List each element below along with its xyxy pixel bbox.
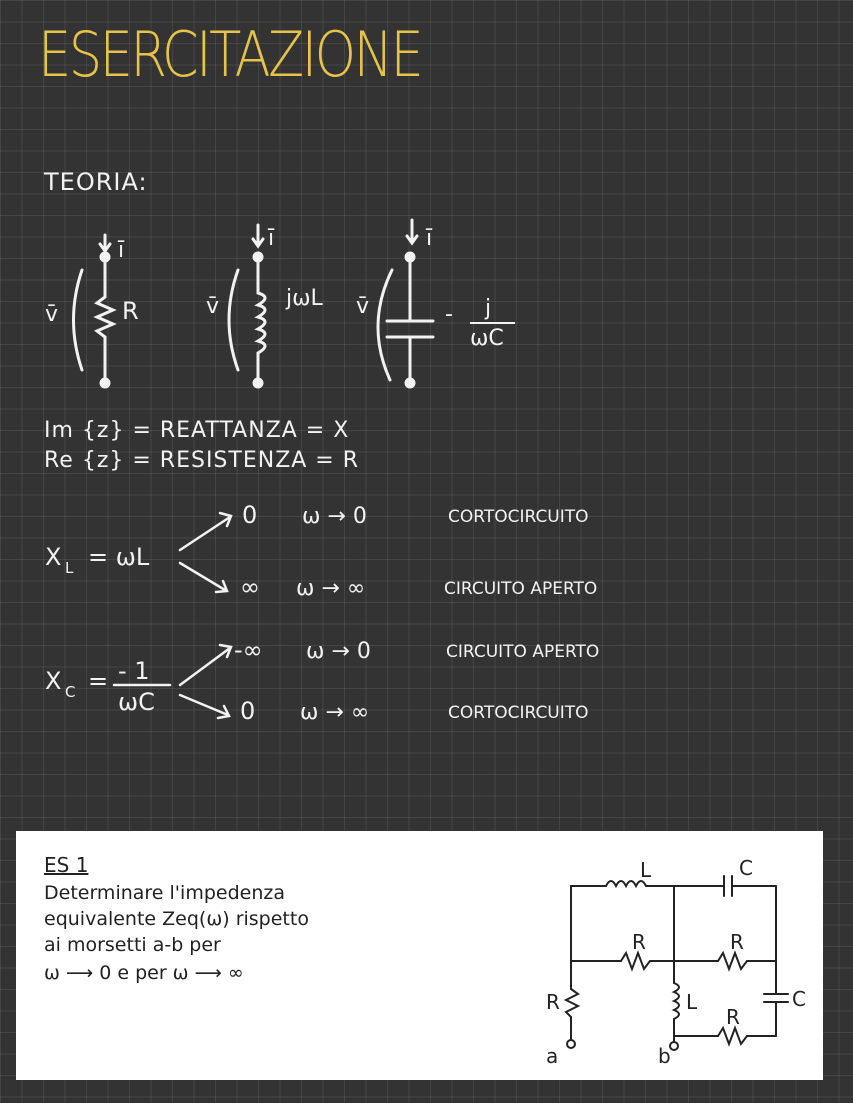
circuit-label-r-bottom: R: [726, 1005, 740, 1029]
page-title: ESERCITAZIONE: [38, 18, 422, 91]
capacitor-voltage: v̄: [356, 294, 370, 319]
resistor-diagram: [74, 235, 114, 387]
xc-branch1-desc: CIRCUITO APERTO: [446, 642, 600, 662]
reactance-branches: [30, 495, 750, 735]
xl-branch1-limit: ω → 0: [302, 504, 367, 529]
exercise-line-2: equivalente Zeq(ω) rispetto: [44, 908, 309, 930]
circuit-label-l-top: L: [640, 858, 652, 882]
resistor-current: ī: [118, 238, 125, 263]
exercise-line-4: ω ⟶ 0 e per ω ⟶ ∞: [44, 962, 244, 984]
resistor-voltage: v̄: [45, 302, 59, 327]
circuit-diagram: [536, 851, 816, 1076]
xl-symbol: X: [45, 543, 62, 571]
capacitor-diagram: [378, 220, 433, 387]
xc-branch2-limit: ω → ∞: [300, 700, 370, 725]
xc-branch2-desc: CORTOCIRCUITO: [448, 703, 589, 723]
inductor-voltage: v̄: [206, 294, 220, 319]
xl-branch2-limit: ω → ∞: [296, 576, 366, 601]
xl-branch1-value: 0: [242, 501, 258, 529]
component-diagrams: [30, 215, 550, 395]
xc-symbol: X: [45, 667, 62, 695]
capacitor-current: ī: [426, 226, 433, 251]
equation-imaginary: Im {z} = REATTANZA = X: [44, 418, 350, 443]
section-label-theory: TEORIA:: [44, 168, 148, 196]
xc-numerator: - 1: [118, 657, 150, 685]
exercise-line-1: Determinare l'impedenza: [44, 882, 285, 904]
xl-rhs: = ωL: [88, 543, 150, 571]
exercise-heading: ES 1: [44, 853, 89, 877]
xc-denominator: ωC: [118, 688, 155, 716]
xc-branch1-value: -∞: [234, 636, 263, 664]
circuit-label-c-right: C: [792, 987, 806, 1011]
inductor-label: jωL: [286, 286, 323, 311]
circuit-node-a: a: [546, 1044, 559, 1068]
xc-subscript: C: [65, 683, 76, 701]
xl-subscript: L: [65, 559, 74, 577]
circuit-label-c-top: C: [739, 856, 753, 880]
resistor-label: R: [122, 297, 139, 325]
circuit-label-l-mid: L: [686, 990, 698, 1014]
xc-eq: =: [88, 667, 109, 695]
capacitor-label-sign: -: [445, 302, 453, 327]
exercise-line-3: ai morsetti a-b per: [44, 934, 221, 956]
inductor-diagram: [229, 225, 265, 387]
circuit-label-r-mid2: R: [730, 930, 744, 954]
capacitor-label-den: ωC: [470, 326, 504, 351]
circuit-label-r-left: R: [546, 990, 560, 1014]
xc-branch1-limit: ω → 0: [306, 639, 371, 664]
exercise-card: [16, 831, 823, 1080]
xc-branch2-value: 0: [240, 697, 256, 725]
circuit-label-r-mid1: R: [632, 930, 646, 954]
inductor-current: ī: [268, 226, 275, 251]
xl-branch2-desc: CIRCUITO APERTO: [444, 579, 598, 599]
equation-real: Re {z} = RESISTENZA = R: [44, 448, 360, 473]
xl-branch1-desc: CORTOCIRCUITO: [448, 507, 589, 527]
circuit-node-b: b: [658, 1044, 671, 1068]
capacitor-label-num: j: [485, 296, 492, 321]
xl-branch2-value: ∞: [240, 573, 260, 601]
